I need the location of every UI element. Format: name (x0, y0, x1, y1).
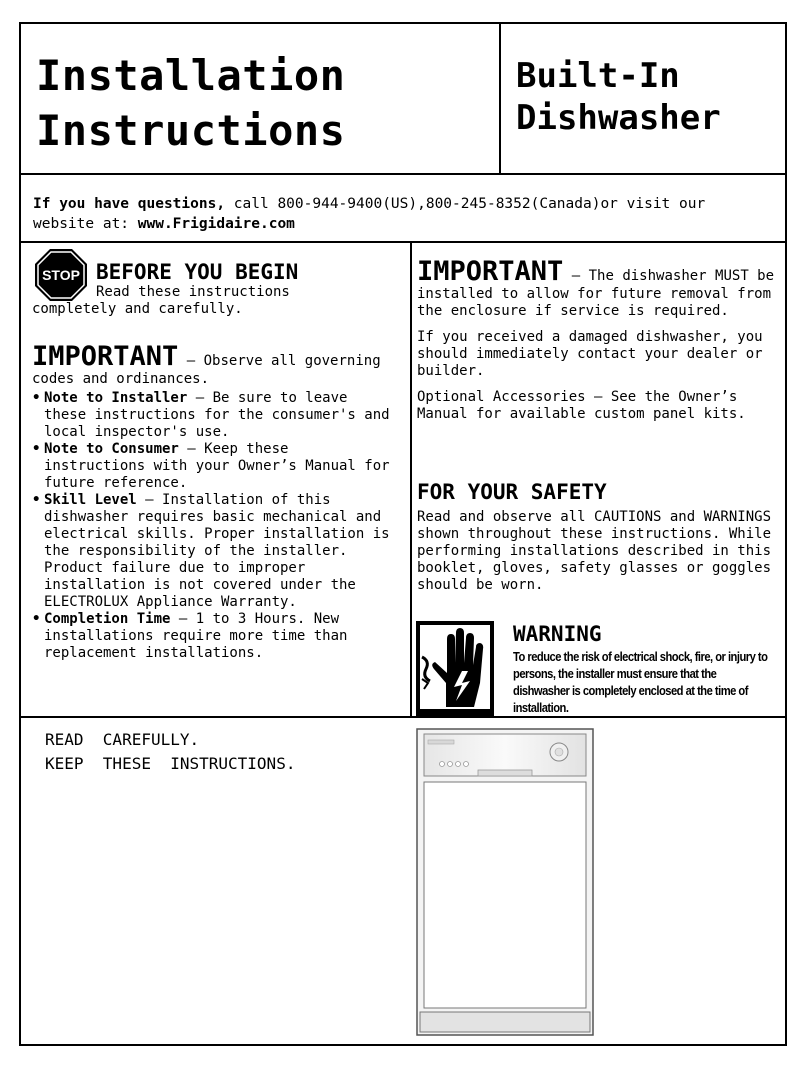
list-item (32, 611, 394, 662)
important-right-section (417, 258, 779, 423)
note-text: – 1 to 3 Hours. New installations require more time than replacement installations. (44, 611, 348, 661)
note-label: Note to Installer (44, 390, 188, 406)
note-text: – Be sure to leave these instructions for the consumer's and local inspector's use. (44, 390, 390, 440)
safety-text: Read and observe all CAUTIONS and WARNINGS shown throughout these instructions. While performing installations described in this booklet, gloves, safety glasses or goggles should be worn. (417, 509, 772, 593)
accessories-notice: Optional Accessories – See the Owner’s Manual for available custom panel kits. (417, 389, 746, 422)
read-carefully-line: READ CAREFULLY. (45, 730, 200, 749)
stop-label: STOP (42, 267, 80, 283)
product-line-2: Dishwasher (516, 98, 721, 138)
before-heading: BEFORE YOU BEGIN (96, 260, 299, 284)
list-item (32, 492, 394, 611)
keep-instructions-note (45, 728, 295, 776)
warning-text: To reduce the risk of electrical shock, fire, or injury to persons, the installer must ensure that the dishwasher is completely enclosed at the time of installation. (513, 649, 768, 715)
contact-rule (19, 241, 787, 243)
important-right-heading: IMPORTANT (417, 256, 564, 287)
before-section (32, 260, 402, 318)
list-item (32, 390, 394, 441)
warning-title: WARNING (513, 622, 602, 646)
contact-info (33, 194, 773, 234)
note-text: – Keep these instructions with your Owner’s Manual for future reference. (44, 441, 390, 491)
contact-text: call 800-944-9400(US),800-245-8352(Canada)or visit our website at: (33, 196, 706, 232)
header-divider (499, 22, 501, 175)
important-left-text: Observe all governing codes and ordinances. (32, 353, 381, 387)
dishwasher-illustration (416, 728, 594, 1036)
note-label: Completion Time (44, 611, 171, 627)
important-left-dash: – (186, 353, 196, 369)
list-item (32, 441, 394, 492)
damaged-notice: If you received a damaged dishwasher, you should immediately contact your dealer or builder. (417, 329, 763, 379)
electrical-hazard-hand-icon (416, 621, 494, 717)
important-left-section (32, 343, 394, 662)
safety-section (417, 480, 777, 594)
before-text: Read these instructions completely and carefully. (32, 284, 290, 317)
note-label: Note to Consumer (44, 441, 179, 457)
contact-lead: If you have questions, (33, 196, 226, 212)
website-link[interactable]: www.Frigidaire.com (137, 216, 295, 232)
important-left-heading: IMPORTANT (32, 341, 179, 372)
document-title (36, 48, 345, 158)
important-right-text: – The dishwasher MUST be installed to allow for future removal from the enclosure if service is required. (417, 268, 775, 319)
title-line-1: Installation (36, 51, 346, 100)
keep-instructions-line: KEEP THESE INSTRUCTIONS. (45, 754, 296, 773)
installation-notes-list (32, 390, 394, 662)
product-title (516, 55, 721, 139)
safety-heading: FOR YOUR SAFETY (417, 480, 607, 504)
header-rule (19, 173, 787, 175)
content-rule (19, 716, 787, 718)
column-divider (410, 241, 412, 717)
product-line-1: Built-In (516, 56, 680, 96)
note-text: – Installation of this dishwasher requires basic mechanical and electrical skills. Proper installation is the responsibility of the installer. Product failure due to improper installation is not covered under the ELECTROLUX Appliance Warranty. (44, 492, 390, 610)
title-line-2: Instructions (36, 106, 346, 155)
note-label: Skill Level (44, 492, 137, 508)
